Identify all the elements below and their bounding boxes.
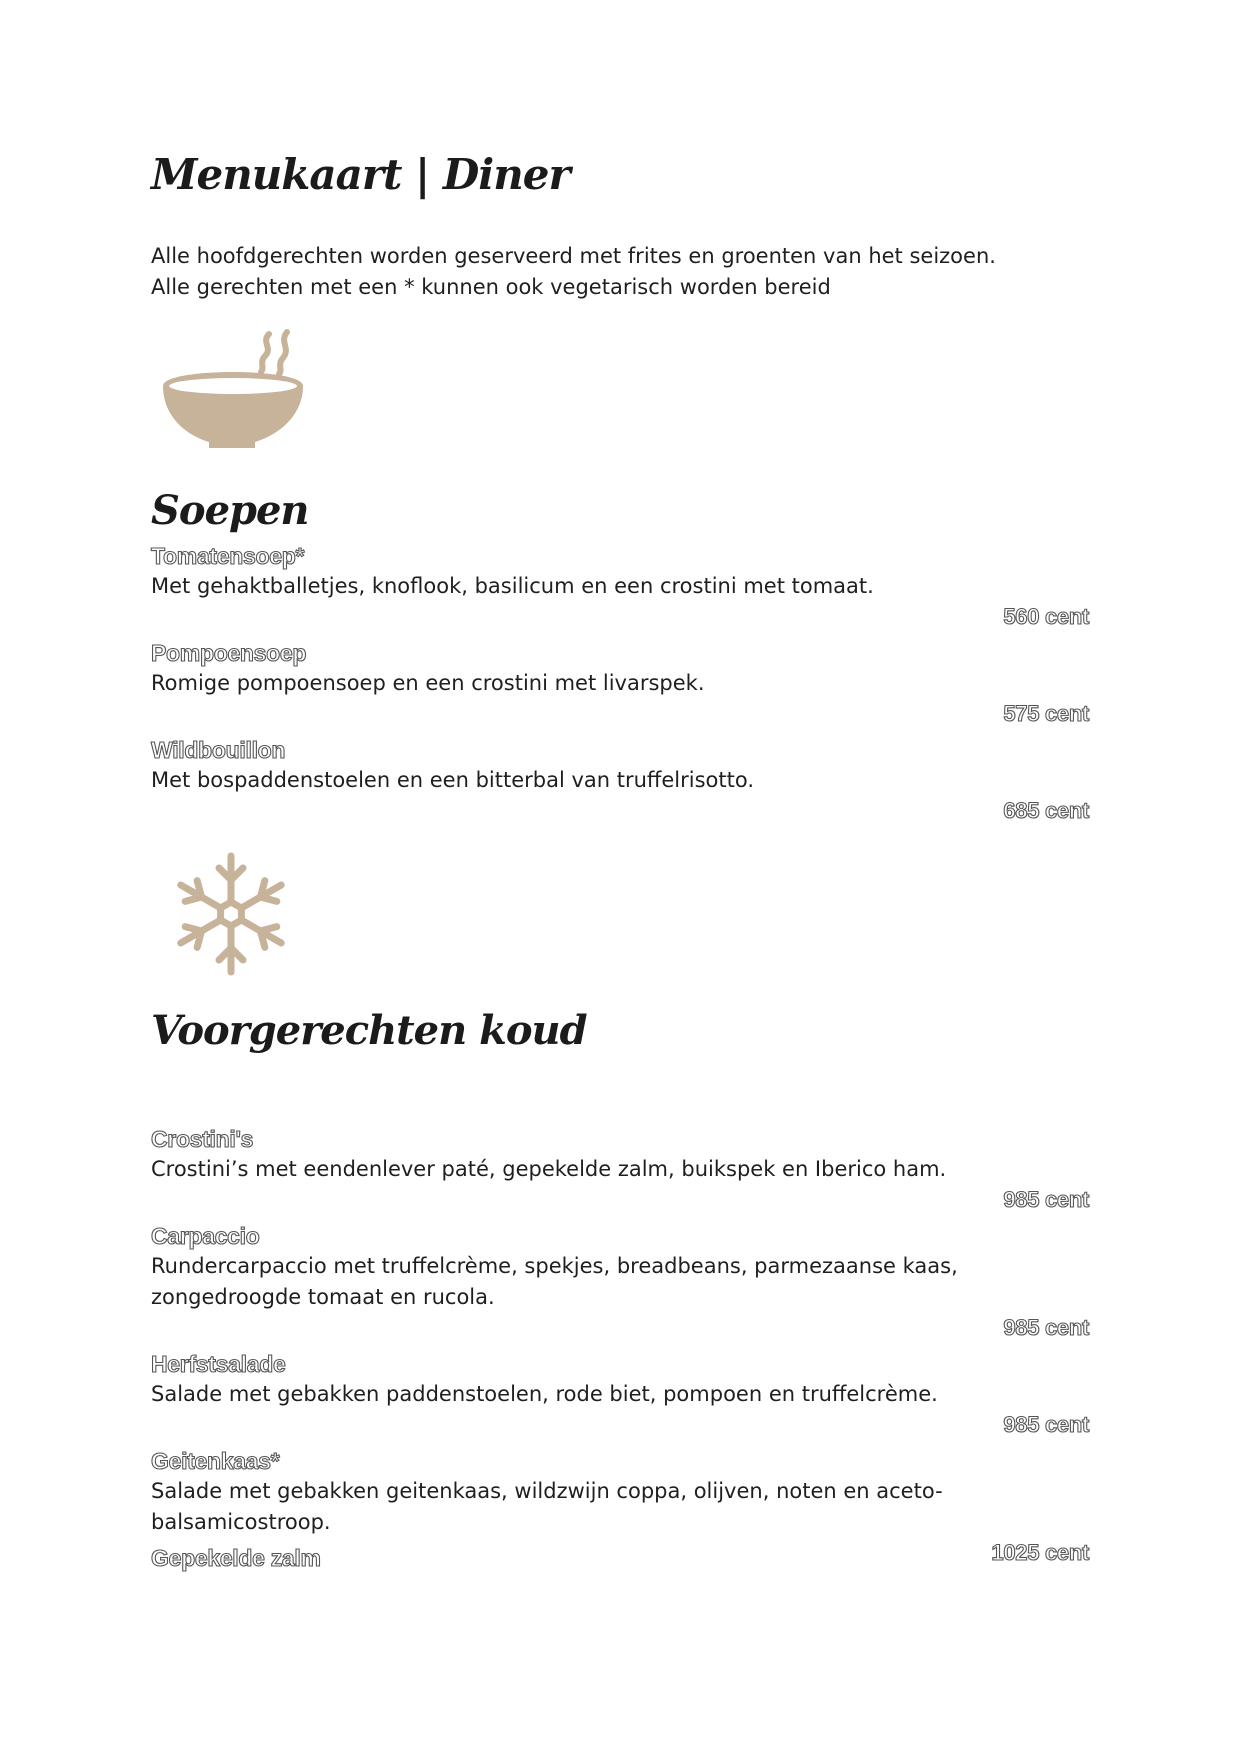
menu-item-name: Herfstsalade: [151, 1351, 286, 1377]
menu-item-price: 985 cent: [1003, 1187, 1089, 1212]
snowflake-icon: [171, 850, 291, 983]
intro-line: Alle gerechten met een * kunnen ook vegetarisch worden bereid: [151, 275, 831, 299]
menu-item-price: 985 cent: [1003, 1412, 1089, 1437]
menu-item-description: Met gehaktballetjes, knoflook, basilicum en een crostini met tomaat.: [151, 574, 874, 598]
menu-item-price: 1025 cent: [991, 1540, 1089, 1565]
menu-item-description: Romige pompoensoep en een crostini met livarspek.: [151, 671, 705, 695]
menu-item-name: Crostini's: [151, 1126, 254, 1152]
menu-item: [151, 1543, 1091, 1573]
menu-item-name: Pompoensoep: [151, 640, 307, 666]
menu-item-name: Gepekelde zalm: [151, 1545, 321, 1571]
menu-item-description: Salade met gebakken geitenkaas, wildzwijn coppa, olijven, noten en aceto-balsamicostroop.: [151, 1479, 943, 1534]
intro-line: Alle hoofdgerechten worden geserveerd met frites en groenten van het seizoen.: [151, 244, 996, 268]
soup-bowl-icon: [161, 328, 307, 461]
section-title-soepen: Soepen: [151, 487, 309, 534]
menu-item: [151, 735, 1091, 826]
menu-item: [151, 638, 1091, 729]
menu-item-name: Carpaccio: [151, 1223, 260, 1249]
menu-item-price: 985 cent: [1003, 1315, 1089, 1340]
menu-item: [151, 541, 1091, 632]
intro-text: [151, 241, 996, 303]
page-title: Menukaart | Diner: [151, 150, 570, 199]
menu-item-name: Wildbouillon: [151, 737, 286, 763]
menu-item-price: 575 cent: [1003, 701, 1089, 726]
menu-item-description: Rundercarpaccio met truffelcrème, spekjes, breadbeans, parmezaanse kaas, zongedroogde tomaat en rucola.: [151, 1254, 958, 1309]
menu-item: [151, 1349, 1091, 1440]
menu-item-description: Crostini’s met eendenlever paté, gepekelde zalm, buikspek en Iberico ham.: [151, 1157, 947, 1181]
menu-item-name: Tomatensoep*: [151, 543, 305, 569]
menu-item-price: 685 cent: [1003, 798, 1089, 823]
menu-item-price: 560 cent: [1003, 604, 1089, 629]
menu-item-description: Salade met gebakken paddenstoelen, rode biet, pompoen en truffelcrème.: [151, 1382, 938, 1406]
menu-item: [151, 1221, 1091, 1343]
menu-item: [151, 1124, 1091, 1215]
section-title-voorgerechten-koud: Voorgerechten koud: [151, 1007, 587, 1054]
menu-item-name: Geitenkaas*: [151, 1448, 280, 1474]
menu-item-description: Met bospaddenstoelen en een bitterbal van truffelrisotto.: [151, 768, 755, 792]
